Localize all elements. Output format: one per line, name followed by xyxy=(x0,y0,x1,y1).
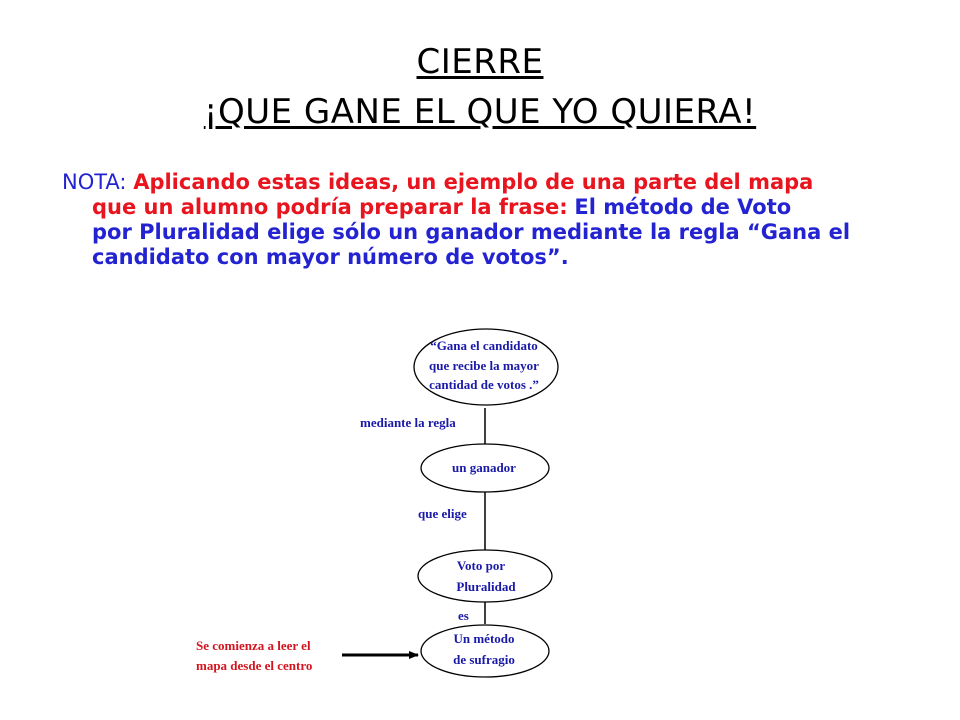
node-regla xyxy=(414,329,558,405)
title-cierre: CIERRE xyxy=(416,42,544,82)
node-metodo-text-1: Un método xyxy=(453,631,515,646)
note-blue-text-2: El método de Voto xyxy=(574,195,792,219)
node-ganador-text: un ganador xyxy=(452,460,516,475)
node-voto xyxy=(418,550,552,602)
node-regla-text-1: “Gana el candidato xyxy=(430,338,538,353)
side-note-line-1: Se comienza a leer el xyxy=(196,638,311,653)
node-voto-text-1: Voto por xyxy=(456,558,506,573)
link-label-mediante: mediante la regla xyxy=(360,415,456,430)
node-regla-text-2: que recibe la mayor xyxy=(429,358,539,373)
note-blue-text-3: por Pluralidad elige sólo un ganador mediante la regla “Gana el xyxy=(92,220,851,244)
note-blue-text-4: candidato con mayor número de votos”. xyxy=(92,245,569,269)
note-red-text-1: Aplicando estas ideas, un ejemplo de una parte del mapa xyxy=(133,170,814,194)
side-note-line-2: mapa desde el centro xyxy=(196,658,313,673)
link-label-es: es xyxy=(458,608,469,623)
link-label-elige: que elige xyxy=(418,506,467,521)
node-regla-text-3: cantidad de votos .” xyxy=(429,377,539,392)
note-prefix: NOTA: xyxy=(62,170,127,194)
node-voto-text-2: Pluralidad xyxy=(456,579,516,594)
title-subtitle: ¡QUE GANE EL QUE YO QUIERA! xyxy=(203,92,757,132)
node-ganador xyxy=(421,444,549,492)
note-red-text-2: que un alumno podría preparar la frase: xyxy=(92,195,568,219)
node-metodo-text-2: de sufragio xyxy=(453,652,515,667)
node-metodo xyxy=(421,625,549,677)
